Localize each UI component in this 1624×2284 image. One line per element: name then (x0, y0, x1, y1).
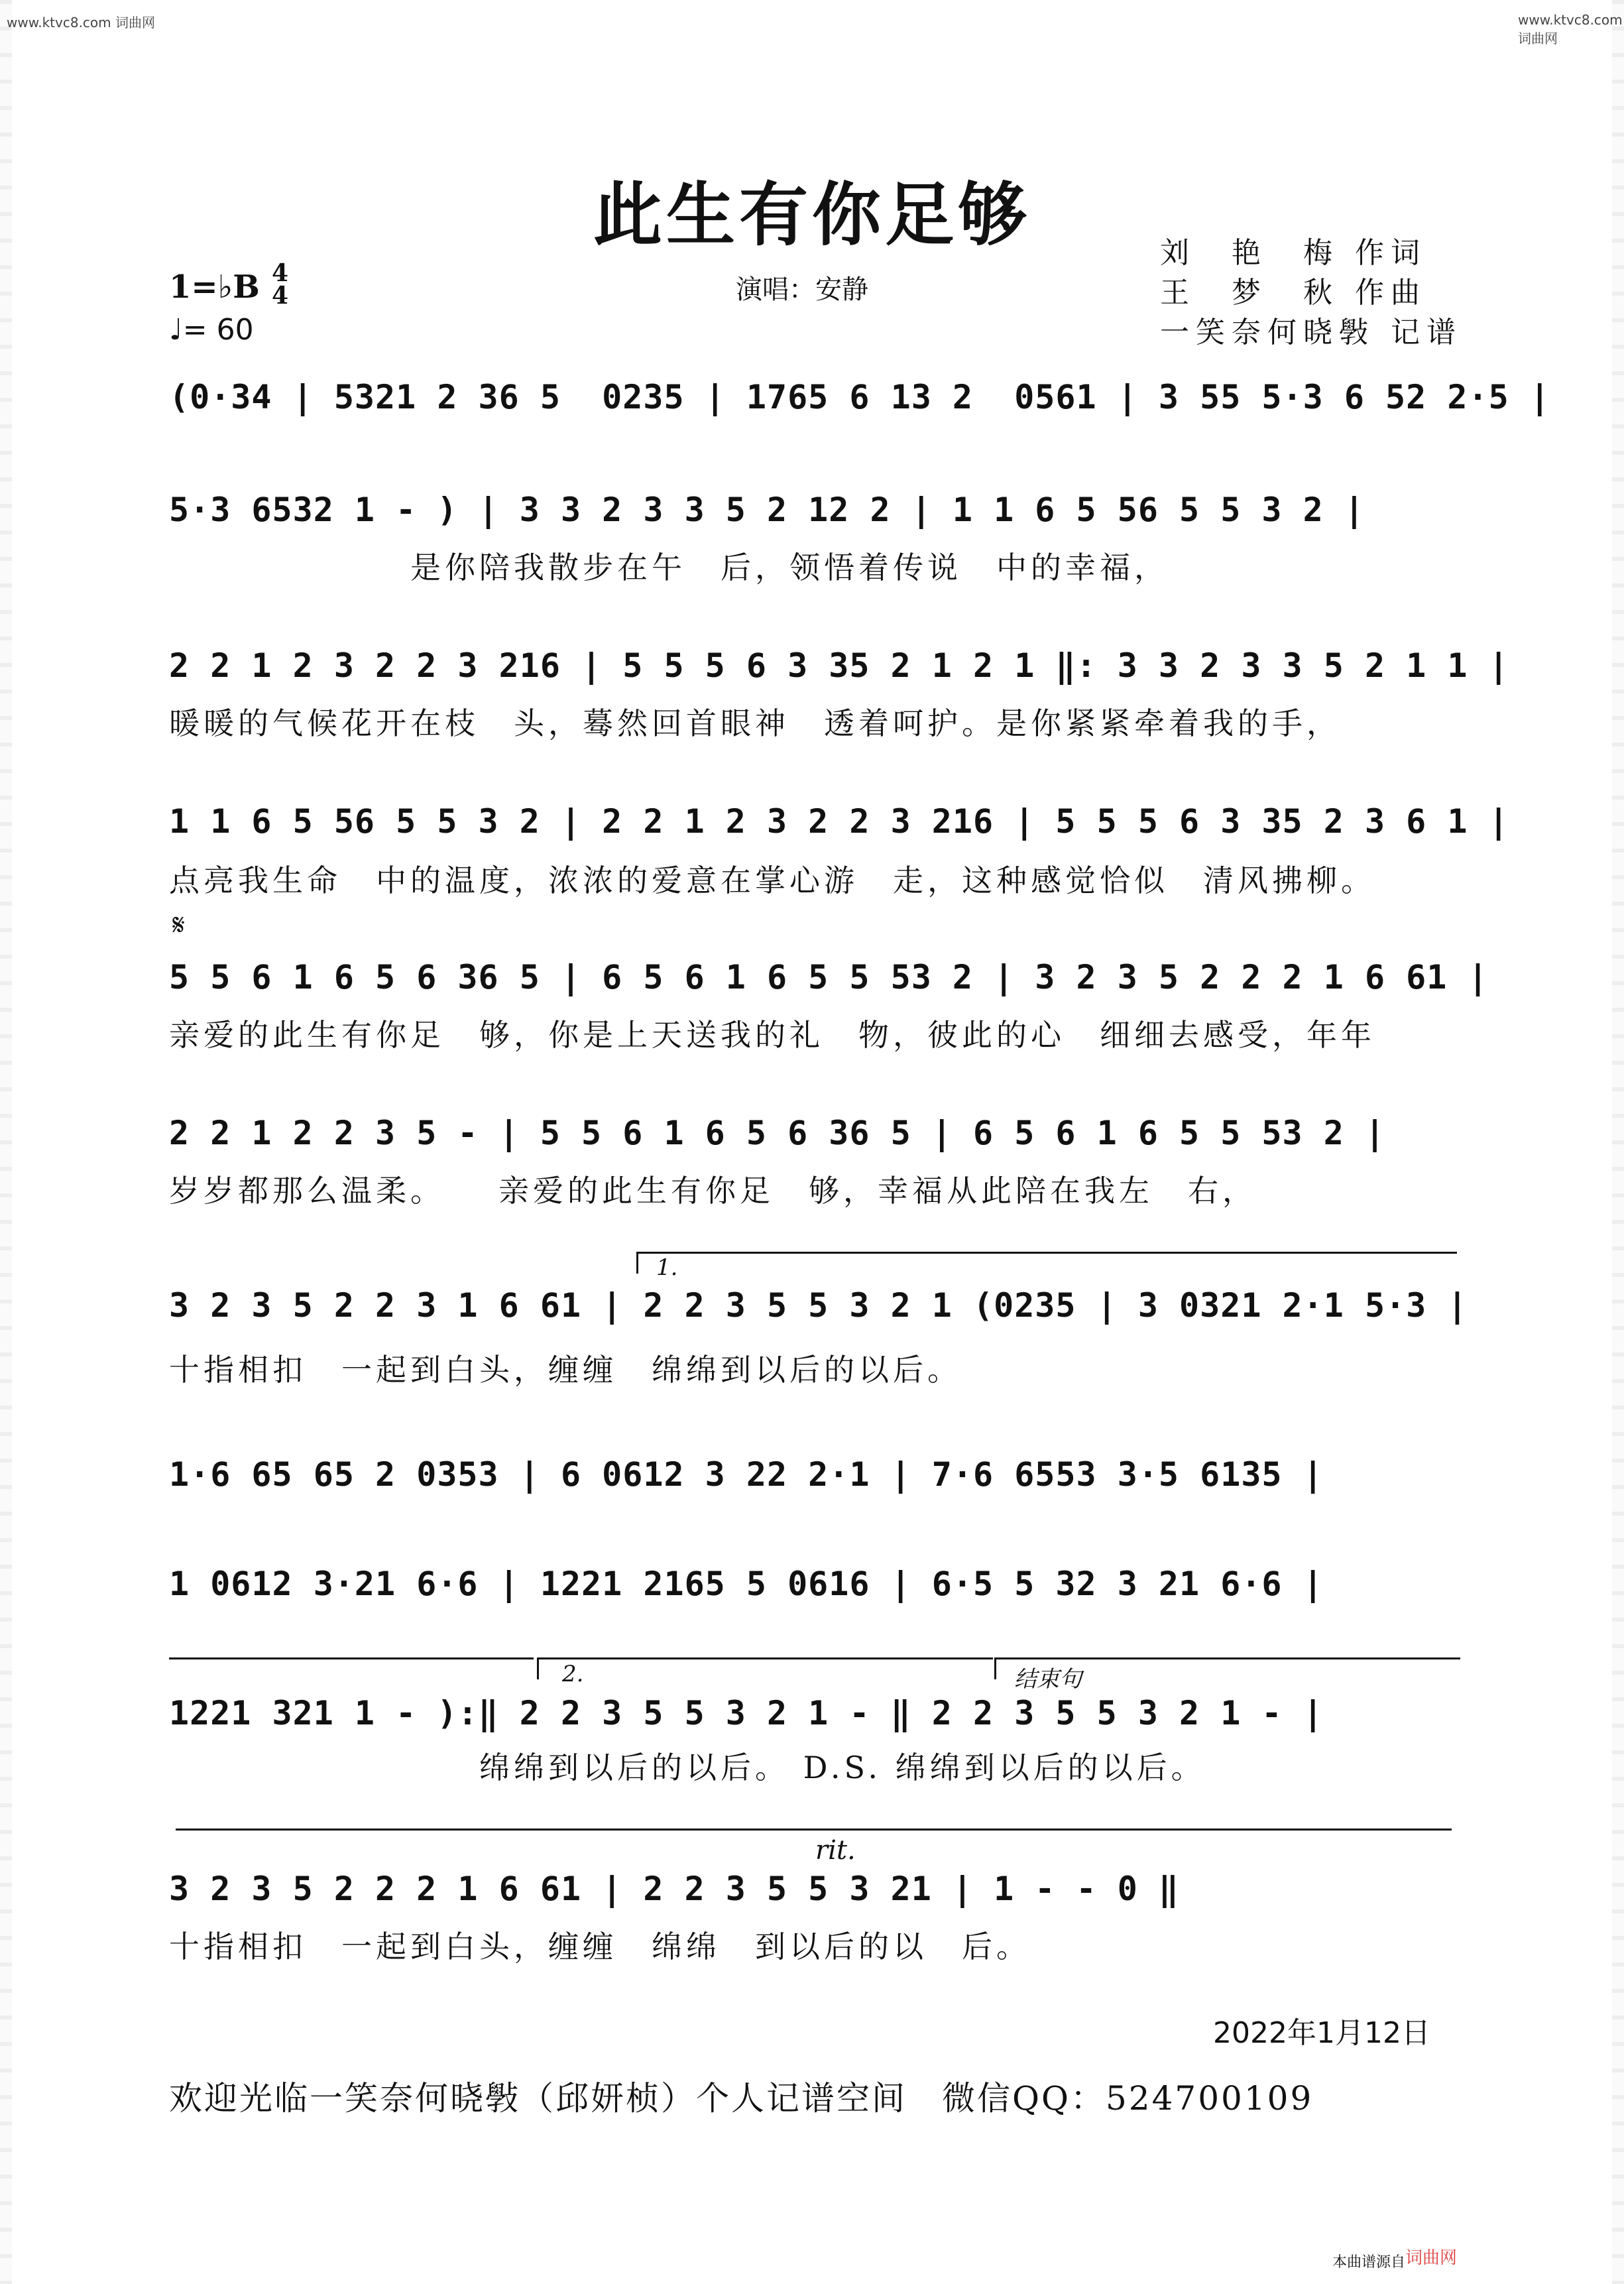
composer-credit: 王 梦 秋 作曲 (1160, 276, 1426, 310)
tempo-marking: ♩= 60 (169, 313, 254, 347)
volta-label-1: 1. (656, 1254, 678, 1281)
volta-line-end (169, 1657, 534, 1659)
score-row-5: 5 5 6 1 6 5 6 36 5 | 6 5 6 1 6 5 5 53 2 | 3 2 3 5 2 2 2 1 6 61 | (169, 958, 1489, 996)
score-row-11: 3 2 3 5 2 2 2 1 6 61 | 2 2 3 5 5 3 21 | 1 - - 0 ‖ (169, 1870, 1180, 1908)
lyric-row-10: 绵绵到以后的以后。 D.S. 绵绵到以后的以后。 (169, 1750, 1206, 1785)
transcriber-credit: 一笑奈何晓斅 记谱 (1160, 316, 1462, 349)
lyric-row-5: 亲爱的此生有你足 够，你是上天送我的礼 物，彼此的心 细细去感受，年年 (169, 1017, 1375, 1053)
score-row-10: 1221 321 1 - ):‖ 2 2 3 5 5 3 2 1 - ‖ 2 2 3 5 5 3 2 1 - | (169, 1694, 1324, 1732)
source-site: 词曲网 (1405, 2248, 1458, 2268)
score-row-7: 3 2 3 5 2 2 3 1 6 61 | 2 2 3 5 5 3 2 1 (0235 | 3 0321 2·1 5·3 | (169, 1286, 1468, 1325)
song-title: 此生有你足够 (593, 174, 1031, 255)
transcription-date: 2022年1月12日 (1213, 2016, 1430, 2050)
score-row-8: 1·6 65 65 2 0353 | 6 0612 3 22 2·1 | 7·6 6553 3·5 6135 | (169, 1455, 1324, 1494)
right-border (1612, 0, 1624, 2284)
lyric-row-11: 十指相扣 一起到白头，缠缠 绵绵 到以后的以 后。 (169, 1929, 1031, 1964)
rit-marking: rit. (815, 1835, 856, 1866)
volta-label-2: 2. (562, 1661, 584, 1687)
lyric-row-7: 十指相扣 一起到白头，缠缠 绵绵到以后的以后。 (169, 1352, 962, 1388)
score-row-2: 5·3 6532 1 - ) | 3 3 2 3 3 5 2 12 2 | 1 1 6 5 56 5 5 3 2 | (169, 491, 1365, 529)
score-row-4: 1 1 6 5 56 5 5 3 2 | 2 2 1 2 3 2 2 3 216 | 5 5 5 6 3 35 2 3 6 1 | (169, 802, 1509, 841)
time-signature: 4 4 (272, 259, 289, 310)
watermark-right: www.ktvc8.com 词曲网 (1518, 12, 1623, 46)
lyric-row-4: 点亮我生命 中的温度，浓浓的爱意在掌心游 走，这种感觉恰似 清风拂柳。 (169, 863, 1375, 898)
volta-bracket-2 (537, 1657, 993, 1679)
left-border (0, 0, 12, 2284)
score-row-6: 2 2 1 2 2 3 5 - | 5 5 6 1 6 5 6 36 5 | 6 5 6 1 6 5 5 53 2 | (169, 1114, 1386, 1152)
footer-note: 欢迎光临一笑奈何晓斅（邱妍桢）个人记谱空间 微信QQ：524700109 (169, 2079, 1314, 2118)
segno-mark: 𝄋 (172, 908, 185, 942)
lyric-row-2: 是你陪我散步在午 后，领悟着传说 中的幸福， (169, 550, 1169, 585)
key-signature: 1=♭B (169, 269, 260, 306)
lyric-row-3: 暖暖的气候花开在枝 头，蓦然回首眼神 透着呵护。是你紧紧牵着我的手， (169, 705, 1341, 741)
source-note: 本曲谱源自 (1332, 2254, 1406, 2271)
watermark-left: www.ktvc8.com 词曲网 (7, 15, 156, 30)
lyric-row-6: 岁岁都那么温柔。 亲爱的此生有你足 够，幸福从此陪在我左 右， (169, 1173, 1257, 1209)
lyricist-credit: 刘 艳 梅 作词 (1160, 236, 1426, 270)
score-row-9: 1 0612 3·21 6·6 | 1221 2165 5 0616 | 6·5 5 32 3 21 6·6 | (169, 1565, 1324, 1603)
score-row-1: (0·34 | 5321 2 36 5 0235 | 1765 6 13 2 0561 | 3 55 5·3 6 52 2·5 | (169, 378, 1550, 416)
score-row-3: 2 2 1 2 3 2 2 3 216 | 5 5 5 6 3 35 2 1 2 1 ‖: 3 3 2 3 3 5 2 1 1 | (169, 646, 1509, 685)
final-bracket-line (176, 1829, 1452, 1831)
coda-label: 结束句 (1014, 1666, 1082, 1693)
volta-bracket-1 (636, 1252, 1457, 1274)
singer-credit: 演唱：安静 (736, 274, 868, 305)
